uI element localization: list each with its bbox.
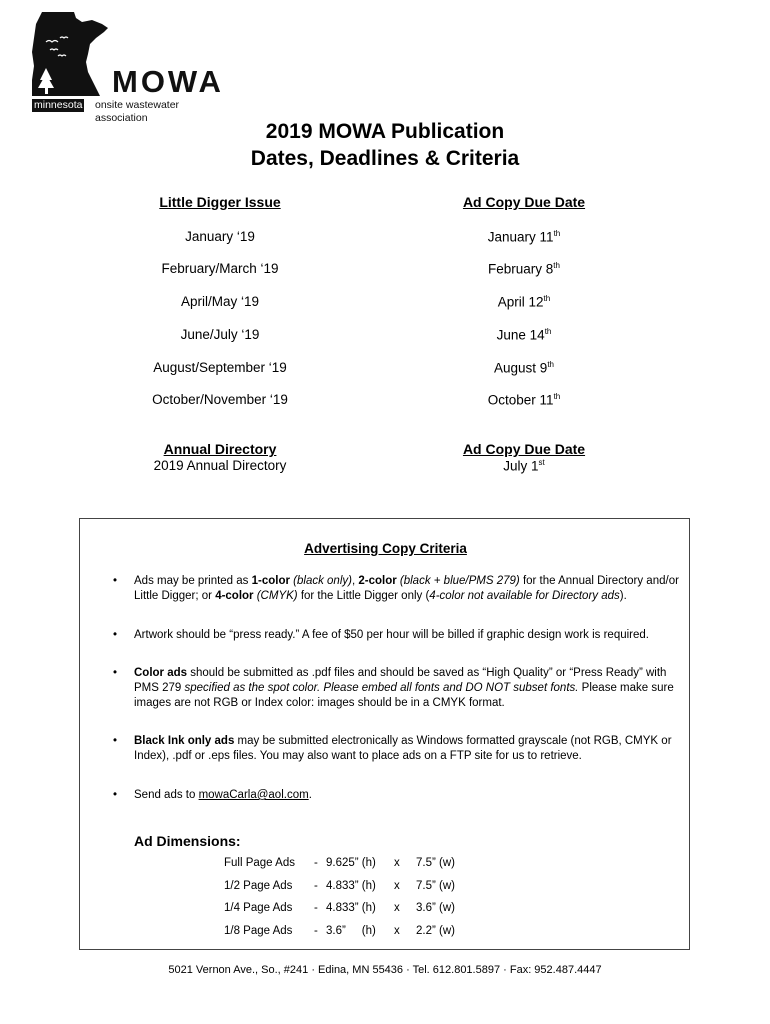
bullet-icon: • bbox=[113, 789, 118, 801]
issue-column-header: Little Digger Issue bbox=[159, 194, 281, 210]
bullet-icon: • bbox=[113, 667, 118, 679]
bullet-icon: • bbox=[113, 735, 118, 747]
directory-due-value: July 1st bbox=[503, 458, 545, 474]
logo-wordmark: MOWA bbox=[112, 64, 224, 99]
page-title: 2019 MOWA Publication bbox=[265, 120, 505, 143]
criteria-title: Advertising Copy Criteria bbox=[304, 541, 467, 556]
email-link[interactable]: mowaCarla@aol.com bbox=[198, 789, 309, 801]
criteria-item-black-ink: Black Ink only ads may be submitted electronically as Windows formatted grayscale (not RGB, CMYK or Index), .pdf or .eps files. You may also want to place ads on a FTP site for us to retrieve. bbox=[134, 735, 672, 762]
due-cell: February 8th bbox=[488, 261, 560, 277]
footer-address: 5021 Vernon Ave., So., #241 · Edina, MN 55436 · Tel. 612.801.5897 · Fax: 952.487.4447 bbox=[168, 964, 602, 976]
logo-state: minnesota bbox=[34, 99, 83, 111]
criteria-item-artwork: Artwork should be “press ready.” A fee of $50 per hour will be billed if graphic design work is required. bbox=[134, 629, 649, 641]
due-cell: January 11th bbox=[487, 229, 561, 245]
criteria-item-color-ads: Color ads should be submitted as .pdf files and should be saved as “High Quality” or “Press Ready” with PMS 279 specified as the spot color. Please embed all fonts and DO NOT subset fonts. Please make sure images are not RGB or Index color: images should be in a CMYK format. bbox=[134, 667, 674, 709]
directory-due-header: Ad Copy Due Date bbox=[462, 441, 586, 457]
issue-cell: June/July ‘19 bbox=[180, 327, 260, 342]
bullet-icon: • bbox=[113, 629, 118, 641]
issue-cell: August/September ‘19 bbox=[153, 360, 287, 375]
directory-value: 2019 Annual Directory bbox=[153, 458, 287, 473]
due-cell: April 12th bbox=[497, 294, 551, 310]
directory-header: Annual Directory bbox=[163, 441, 277, 457]
logo-association: onsite wastewater association bbox=[95, 99, 180, 124]
mowa-logo bbox=[22, 10, 232, 124]
due-cell: June 14th bbox=[496, 327, 552, 343]
issue-cell: February/March ‘19 bbox=[161, 261, 279, 276]
issue-cell: January ‘19 bbox=[185, 229, 255, 244]
due-cell: October 11th bbox=[487, 392, 561, 408]
due-cell: August 9th bbox=[494, 360, 554, 376]
criteria-item-send: Send ads to mowaCarla@aol.com. bbox=[134, 789, 312, 801]
criteria-box: Advertising Copy Criteria • Ads may be printed as 1-color (black only), 2-color (black + blue/PMS 279) for the Annual Directory and/or Little Digger; or 4-color (CMYK) for the Little Digger only (4-color not available for Directory ads). • Artwork should be “press ready.” A fee of $50 per hour will be billed if graphic design work is required. • Color ads should be submitted as .pdf files and should be saved as “High Quality” or “Press Ready” with PMS 279 specified as the spot color. Please embed all fonts and DO NOT subset fonts. Please make sure images are not RGB or Index color: images should be in a CMYK format. • Black Ink only ads may be submitted electronically as Windows formatted grayscale (not RGB, CMYK or Index), .pdf or .eps files. You may also want to place ads on a FTP site for us to retrieve. • Send ads to mowaCarla@aol.com. Ad Dimensions: Full Page Ads - 9.625” (h) x 7.5” (w) 1/2 Page Ads - 4.833” (h) x 7.5” (w) 1/4 Page Ads - 4.833” (h) x 3.6” (w) 1/8 Page Ads - 3.6” (h) x 2.2” (w) bbox=[79, 518, 690, 950]
due-column-header: Ad Copy Due Date bbox=[462, 194, 586, 210]
issue-cell: October/November ‘19 bbox=[152, 392, 288, 407]
criteria-item-color: Ads may be printed as 1-color (black only), 2-color (black + blue/PMS 279) for the Annual Directory and/or Little Digger; or 4-color (CMYK) for the Little Digger only (4-color not available for Directory ads). bbox=[134, 575, 679, 602]
bullet-icon: • bbox=[113, 575, 118, 587]
dimensions-title: Ad Dimensions: bbox=[134, 833, 241, 849]
page-subtitle: Dates, Deadlines & Criteria bbox=[250, 147, 520, 170]
issue-cell: April/May ‘19 bbox=[180, 294, 260, 309]
